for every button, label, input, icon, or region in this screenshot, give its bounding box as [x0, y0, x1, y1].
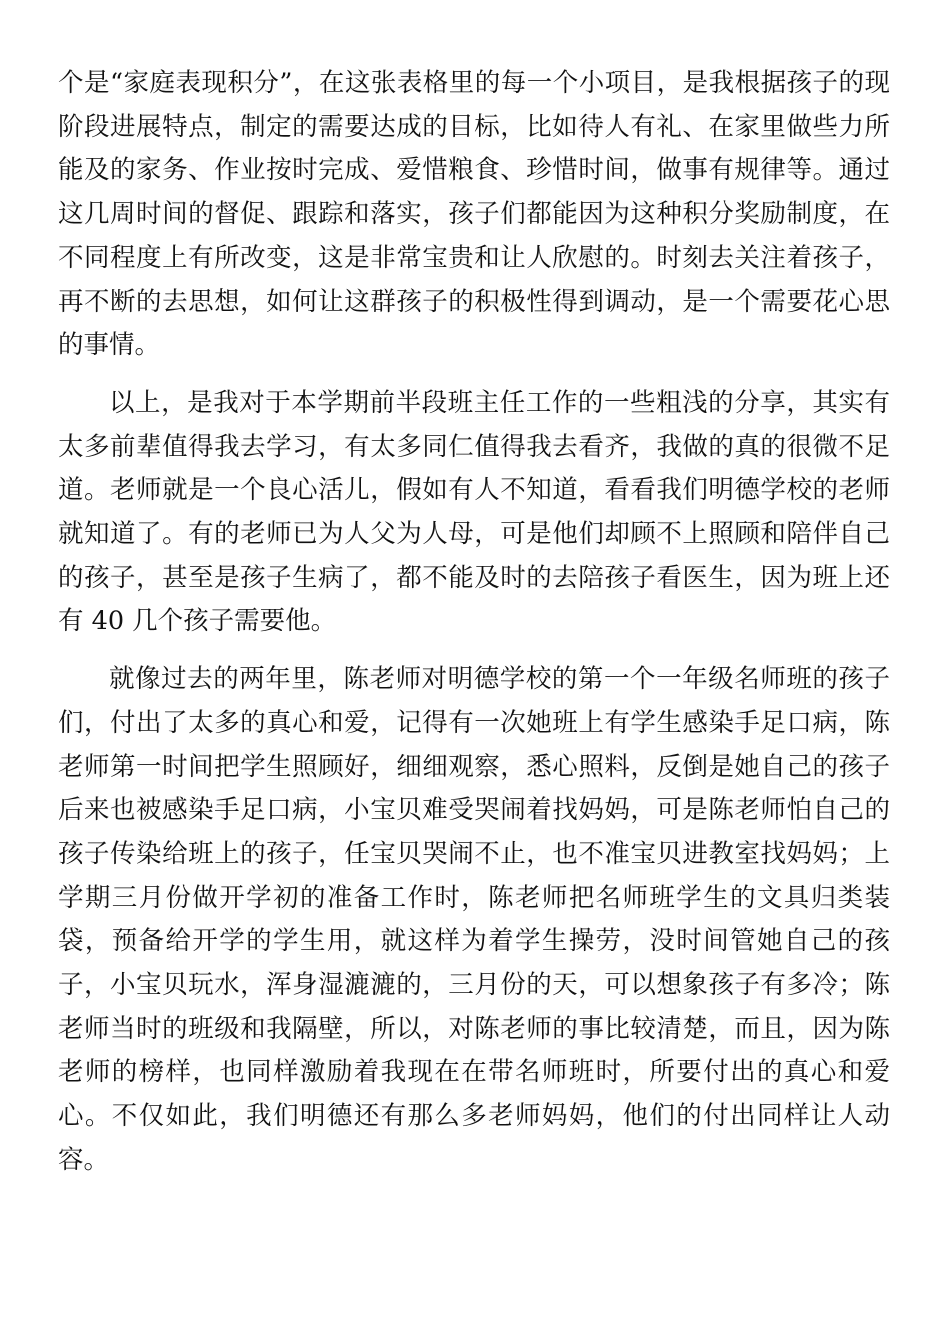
document-page: [58, 62, 890, 1183]
paragraph-teacher-example: 就像过去的两年里，陈老师对明德学校的第一个一年级名师班的孩子们，付出了太多的真心和爱，记得有一次她班上有学生感染手足口病，陈老师第一时间把学生照顾好，细细观察，悉心照料，反倒是她自己的孩子后来也被感染手足口病，小宝贝难受哭闹着找妈妈，可是陈老师怕自己的孩子传染给班上的孩子，任宝贝哭闹不止，也不准宝贝进教室找妈妈；上学期三月份做开学初的准备工作时，陈老师把名师班学生的文具归类装袋，预备给开学的学生用，就这样为着学生操劳，没时间管她自己的孩子，小宝贝玩水，浑身湿漉漉的，三月份的天，可以想象孩子有多冷；陈老师当时的班级和我隔壁，所以，对陈老师的事比较清楚，而且，因为陈老师的榜样，也同样激励着我现在在带名师班时，所要付出的真心和爱心。不仅如此，我们明德还有那么多老师妈妈，他们的付出同样让人动容。: [58, 664, 890, 1175]
paragraph-continuation: 个是“家庭表现积分”，在这张表格里的每一个小项目，是我根据孩子的现阶段进展特点，制定的需要达成的目标，比如待人有礼、在家里做些力所能及的家务、作业按时完成、爱惜粮食、珍惜时间，做事有规律等。通过这几周时间的督促、跟踪和落实，孩子们都能因为这种积分奖励制度，在不同程度上有所改变，这是非常宝贵和让人欣慰的。时刻去关注着孩子，再不断的去思想，如何让这群孩子的积极性得到调动，是一个需要花心思的事情。: [58, 68, 890, 361]
paragraph-summary: 以上，是我对于本学期前半段班主任工作的一些粗浅的分享，其实有太多前辈值得我去学习，有太多同仁值得我去看齐，我做的真的很微不足道。老师就是一个良心活儿，假如有人不知道，看看我们明德学校的老师就知道了。有的老师已为人父为人母，可是他们却顾不上照顾和陪伴自己的孩子，甚至是孩子生病了，都不能及时的去陪孩子看医生，因为班上还有 40 几个孩子需要他。: [58, 387, 890, 637]
